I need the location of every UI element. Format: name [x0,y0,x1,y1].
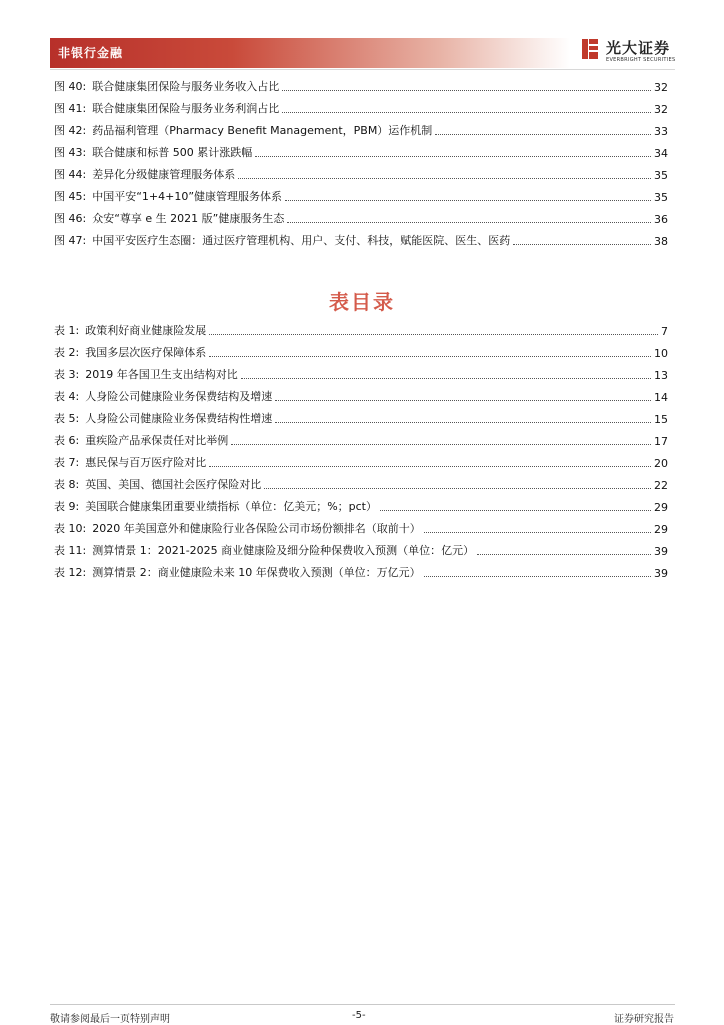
toc-entry-label: 表 8: [54,478,80,491]
dot-leader [282,90,651,91]
toc-entry-page: 32 [654,81,668,94]
header-band [50,38,570,68]
toc-entry[interactable] [54,188,668,204]
toc-entry-page: 17 [654,435,668,448]
dot-leader [231,444,651,445]
toc-entry[interactable] [54,344,668,360]
toc-entry-page: 39 [654,545,668,558]
toc-entry-label: 图 41: [54,102,87,115]
dot-leader [209,334,658,335]
toc-entry-title: 政策利好商业健康险发展 [85,324,207,337]
toc-entry-title: 联合健康集团保险与服务业务利润占比 [92,102,280,115]
header-rule [50,69,675,70]
toc-entry-title: 测算情景 2：商业健康险未来 10 年保费收入预测（单位：万亿元） [92,566,421,579]
toc-entry-title: 英国、美国、德国社会医疗保险对比 [85,478,262,491]
toc-entry-page: 14 [654,391,668,404]
toc-entry[interactable] [54,366,668,382]
section-label: 非银行金融 [58,46,124,60]
toc-entry-label: 图 44: [54,168,87,181]
dot-leader [424,532,651,533]
toc-entry-title: 联合健康集团保险与服务业务收入占比 [92,80,280,93]
dot-leader [435,134,651,135]
toc-entry-label: 图 45: [54,190,87,203]
toc-entry-title: 差异化分级健康管理服务体系 [92,168,236,181]
tables-title: 表目录 [329,290,395,314]
dot-leader [209,466,651,467]
toc-entry-page: 22 [654,479,668,492]
toc-entry-label: 表 12: [54,566,87,579]
dot-leader [477,554,651,555]
toc-entry[interactable] [54,388,668,404]
toc-entry[interactable] [54,432,668,448]
toc-entry[interactable] [54,520,668,536]
toc-entry-label: 表 10: [54,522,87,535]
toc-entry[interactable] [54,100,668,116]
toc-entry-page: 35 [654,191,668,204]
toc-entry[interactable] [54,454,668,470]
toc-entry-label: 图 47: [54,234,87,247]
dot-leader [275,422,651,423]
toc-entry[interactable] [54,78,668,94]
toc-entry-title: 中国平安“1+4+10”健康管理服务体系 [92,190,283,203]
dot-leader [275,400,651,401]
dot-leader [282,112,651,113]
toc-entry[interactable] [54,476,668,492]
toc-entry-page: 15 [654,413,668,426]
toc-entry-title: 众安“尊享 e 生 2021 版”健康服务生态 [92,212,285,225]
toc-entry[interactable] [54,166,668,182]
toc-entry-label: 表 3: [54,368,80,381]
dot-leader [287,222,651,223]
toc-entry-title: 联合健康和标普 500 累计涨跌幅 [92,146,253,159]
toc-entry[interactable] [54,410,668,426]
toc-entry-page: 34 [654,147,668,160]
toc-entry[interactable] [54,122,668,138]
logo-mark-icon [580,38,600,60]
toc-entry-page: 36 [654,213,668,226]
toc-entry-label: 图 46: [54,212,87,225]
logo [580,36,680,70]
toc-entry-page: 7 [661,325,668,338]
toc-entry-page: 39 [654,567,668,580]
toc-entry-title: 2019 年各国卫生支出结构对比 [85,368,238,381]
toc-entry-label: 表 1: [54,324,80,337]
dot-leader [513,244,651,245]
toc-entry-label: 表 6: [54,434,80,447]
toc-entry-title: 药品福利管理（Pharmacy Benefit Management，PBM）运作机制 [92,124,433,137]
dot-leader [380,510,651,511]
toc-entry-title: 美国联合健康集团重要业绩指标（单位：亿美元；%；pct） [85,500,377,513]
dot-leader [238,178,651,179]
footer-report-type: 证券研究报告 [614,1014,674,1025]
toc-entry-page: 38 [654,235,668,248]
toc-entry-page: 10 [654,347,668,360]
toc-entry[interactable] [54,210,668,226]
page-number: -5- [352,1010,366,1021]
toc-entry-page: 33 [654,125,668,138]
toc-entry-label: 表 9: [54,500,80,513]
toc-entry[interactable] [54,232,668,248]
toc-entry-label: 表 2: [54,346,80,359]
toc-entry-label: 图 43: [54,146,87,159]
toc-entry[interactable] [54,322,668,338]
toc-entry-page: 20 [654,457,668,470]
toc-entry-label: 表 7: [54,456,80,469]
toc-entry-title: 惠民保与百万医疗险对比 [85,456,207,469]
toc-entry-label: 表 11: [54,544,87,557]
toc-entry[interactable] [54,564,668,580]
toc-entry-page: 29 [654,523,668,536]
dot-leader [255,156,651,157]
toc-entry-title: 中国平安医疗生态圈：通过医疗管理机构、用户、支付、科技，赋能医院、医生、医药 [92,234,511,247]
dot-leader [209,356,651,357]
dot-leader [424,576,651,577]
toc-entry-page: 13 [654,369,668,382]
dot-leader [285,200,651,201]
toc-entry-title: 我国多层次医疗保障体系 [85,346,207,359]
toc-entry-label: 图 42: [54,124,87,137]
toc-entry-title: 人身险公司健康险业务保费结构及增速 [85,390,273,403]
logo-subtext: EVERBRIGHT SECURITIES [606,57,676,63]
toc-entry[interactable] [54,542,668,558]
toc-entry-page: 29 [654,501,668,514]
toc-entry-label: 图 40: [54,80,87,93]
toc-entry-title: 重疾险产品承保责任对比举例 [85,434,229,447]
toc-entry-title: 人身险公司健康险业务保费结构性增速 [85,412,273,425]
toc-entry[interactable] [54,498,668,514]
toc-entry-title: 2020 年美国意外和健康险行业各保险公司市场份额排名（取前十） [92,522,421,535]
toc-entry-title: 测算情景 1：2021-2025 商业健康险及细分险种保费收入预测（单位：亿元） [92,544,475,557]
toc-entry-label: 表 5: [54,412,80,425]
footer-disclaimer: 敬请参阅最后一页特别声明 [50,1014,170,1025]
dot-leader [264,488,651,489]
toc-entry-label: 表 4: [54,390,80,403]
toc-entry[interactable] [54,144,668,160]
toc-entry-page: 35 [654,169,668,182]
toc-entry-page: 32 [654,103,668,116]
logo-text: 光大证券 [606,39,671,57]
footer-rule [50,1004,675,1005]
dot-leader [241,378,651,379]
